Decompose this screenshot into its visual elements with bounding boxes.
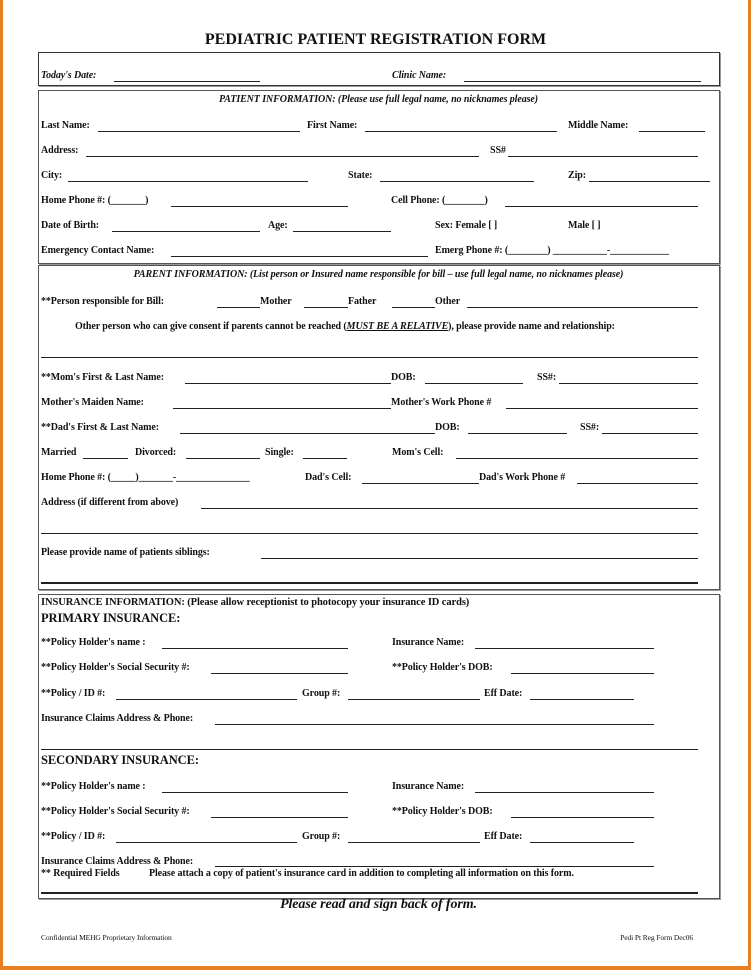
primary-holder-dob-field[interactable]	[511, 673, 654, 674]
middle-name-field[interactable]	[639, 131, 705, 132]
cell-phone-label: Cell Phone: (________)	[391, 195, 488, 206]
mom-cell-label: Mom's Cell:	[392, 447, 444, 458]
middle-name-label: Middle Name:	[568, 120, 629, 131]
mom-dob-label: DOB:	[391, 372, 416, 383]
home-phone-field[interactable]	[171, 206, 348, 207]
consent-instructions	[75, 321, 615, 333]
secondary-policy-id-label: **Policy / ID #:	[41, 831, 106, 842]
responsible-label: **Person responsible for Bill:	[41, 296, 165, 307]
clinic-name-label: Clinic Name:	[392, 70, 447, 81]
dad-name-field[interactable]	[180, 433, 435, 434]
consent-text-end: ), please provide name and relationship:	[448, 321, 615, 332]
ss-label: SS#	[490, 145, 506, 156]
required-fields-note: ** Required Fields	[41, 868, 120, 879]
insurance-heading: INSURANCE INFORMATION: (Please allow receptionist to photocopy your insurance ID cards)	[41, 597, 470, 608]
mother-label: Mother	[260, 296, 292, 307]
footer-confidential: Confidential MEHG Proprietary Information	[41, 933, 172, 942]
city-label: City:	[41, 170, 63, 181]
maiden-name-label: Mother's Maiden Name:	[41, 397, 144, 408]
sign-back-notice: Please read and sign back of form.	[280, 897, 477, 912]
secondary-holder-ss-field[interactable]	[211, 817, 348, 818]
city-field[interactable]	[68, 181, 308, 182]
last-name-label: Last Name:	[41, 120, 90, 131]
emergency-contact-label: Emergency Contact Name:	[41, 245, 155, 256]
parent-heading: PARENT INFORMATION: (List person or Insured name responsible for bill – use full legal name, no nicknames please)	[133, 269, 624, 280]
dad-work-phone-field[interactable]	[577, 483, 698, 484]
primary-claims-address-field[interactable]	[215, 724, 654, 725]
secondary-group-label: Group #:	[302, 831, 341, 842]
primary-insurance-name-field[interactable]	[475, 648, 654, 649]
siblings-field-line-2[interactable]	[41, 582, 698, 584]
parent-address-field-line-2[interactable]	[41, 533, 698, 534]
primary-insurance-name-label: Insurance Name:	[392, 637, 465, 648]
emerg-phone-field[interactable]: Emerg Phone #: (________) ___________-____________	[435, 245, 669, 256]
dob-field[interactable]	[112, 231, 260, 232]
sex-male-checkbox[interactable]: Male [ ]	[568, 220, 601, 231]
dad-ss-label: SS#:	[580, 422, 600, 433]
first-name-field[interactable]	[365, 131, 557, 132]
secondary-holder-dob-field[interactable]	[511, 817, 654, 818]
other-label: Other	[435, 296, 461, 307]
parent-address-label: Address (if different from above)	[41, 497, 179, 508]
zip-label: Zip:	[568, 170, 586, 181]
address-label: Address:	[41, 145, 79, 156]
secondary-eff-date-field[interactable]	[530, 842, 634, 843]
secondary-claims-address-label: Insurance Claims Address & Phone:	[41, 856, 194, 867]
dad-dob-field[interactable]	[468, 433, 567, 434]
divorced-field[interactable]	[186, 458, 260, 459]
mom-ss-field[interactable]	[559, 383, 698, 384]
zip-field[interactable]	[589, 181, 710, 182]
primary-holder-name-label: **Policy Holder's name :	[41, 637, 146, 648]
dad-work-phone-label: Dad's Work Phone #	[479, 472, 566, 483]
consent-person-field[interactable]	[41, 357, 698, 358]
secondary-policy-id-field[interactable]	[116, 842, 297, 843]
first-name-label: First Name:	[307, 120, 358, 131]
dad-cell-field[interactable]	[362, 483, 479, 484]
dob-label: Date of Birth:	[41, 220, 100, 231]
primary-claims-address-field-line-2[interactable]	[41, 749, 698, 750]
other-name-field[interactable]	[467, 307, 698, 308]
ss-field[interactable]	[508, 156, 698, 157]
maiden-name-field[interactable]	[173, 408, 391, 409]
mother-checkbox-field[interactable]	[217, 307, 260, 308]
age-field[interactable]	[293, 231, 391, 232]
single-label: Single:	[265, 447, 294, 458]
patient-heading: PATIENT INFORMATION: (Please use full legal name, no nicknames please)	[219, 94, 538, 105]
parent-address-field[interactable]	[201, 508, 698, 509]
patient-information-section	[38, 90, 720, 264]
primary-claims-address-label: Insurance Claims Address & Phone:	[41, 713, 194, 724]
mom-ss-label: SS#:	[537, 372, 557, 383]
emergency-contact-field[interactable]	[171, 256, 428, 257]
parent-home-phone-field[interactable]: Home Phone #: (_____)_______-_______________	[41, 472, 250, 483]
todays-date-field[interactable]	[114, 81, 260, 82]
secondary-claims-address-field-line-2[interactable]	[41, 892, 698, 894]
home-phone-label: Home Phone #: (_______)	[41, 195, 149, 206]
primary-holder-dob-label: **Policy Holder's DOB:	[392, 662, 493, 673]
dad-ss-field[interactable]	[602, 433, 698, 434]
primary-group-field[interactable]	[348, 699, 480, 700]
secondary-holder-dob-label: **Policy Holder's DOB:	[392, 806, 493, 817]
secondary-insurance-name-field[interactable]	[475, 792, 654, 793]
primary-group-label: Group #:	[302, 688, 341, 699]
state-field[interactable]	[380, 181, 534, 182]
father-label: Father	[348, 296, 377, 307]
dad-dob-label: DOB:	[435, 422, 460, 433]
primary-insurance-title: PRIMARY INSURANCE:	[41, 611, 181, 625]
secondary-holder-ss-label: **Policy Holder's Social Security #:	[41, 806, 190, 817]
primary-holder-ss-field[interactable]	[211, 673, 348, 674]
primary-holder-name-field[interactable]	[162, 648, 348, 649]
mom-work-phone-label: Mother's Work Phone #	[391, 397, 492, 408]
secondary-holder-name-label: **Policy Holder's name :	[41, 781, 146, 792]
primary-policy-id-field[interactable]	[116, 699, 297, 700]
sex-female-checkbox[interactable]: Sex: Female [ ]	[435, 220, 498, 231]
primary-policy-id-label: **Policy / ID #:	[41, 688, 106, 699]
secondary-insurance-name-label: Insurance Name:	[392, 781, 465, 792]
dad-cell-label: Dad's Cell:	[305, 472, 352, 483]
secondary-group-field[interactable]	[348, 842, 480, 843]
state-label: State:	[348, 170, 373, 181]
secondary-eff-date-label: Eff Date:	[484, 831, 523, 842]
secondary-holder-name-field[interactable]	[162, 792, 348, 793]
mom-dob-field[interactable]	[425, 383, 523, 384]
address-field[interactable]	[86, 156, 479, 157]
cell-phone-field[interactable]	[505, 206, 698, 207]
age-label: Age:	[268, 220, 288, 231]
primary-eff-date-field[interactable]	[530, 699, 634, 700]
primary-eff-date-label: Eff Date:	[484, 688, 523, 699]
siblings-label: Please provide name of patients siblings:	[41, 547, 210, 558]
father-checkbox-field[interactable]	[304, 307, 348, 308]
footer-form-id: Pedi Pt Reg Form Dec06	[620, 933, 693, 942]
single-field[interactable]	[303, 458, 347, 459]
mom-cell-field[interactable]	[456, 458, 698, 459]
mom-name-field[interactable]	[185, 383, 391, 384]
other-checkbox-field[interactable]	[392, 307, 435, 308]
must-be-relative-emphasis: MUST BE A RELATIVE	[346, 321, 449, 332]
last-name-field[interactable]	[98, 131, 300, 132]
secondary-insurance-title: SECONDARY INSURANCE:	[41, 753, 199, 767]
consent-text: Other person who can give consent if parents cannot be reached (	[75, 321, 347, 332]
married-label: Married	[41, 447, 77, 458]
mom-name-label: **Mom's First & Last Name:	[41, 372, 164, 383]
clinic-name-field[interactable]	[464, 81, 701, 82]
primary-holder-ss-label: **Policy Holder's Social Security #:	[41, 662, 190, 673]
attach-card-note: Please attach a copy of patient's insurance card in addition to completing all information on this form.	[149, 868, 574, 879]
married-field[interactable]	[83, 458, 128, 459]
dad-name-label: **Dad's First & Last Name:	[41, 422, 159, 433]
siblings-field[interactable]	[261, 558, 698, 559]
mom-work-phone-field[interactable]	[506, 408, 698, 409]
form-title: PEDIATRIC PATIENT REGISTRATION FORM	[204, 31, 547, 48]
secondary-claims-address-field[interactable]	[215, 866, 654, 867]
divorced-label: Divorced:	[135, 447, 177, 458]
todays-date-label: Today's Date:	[41, 70, 97, 81]
